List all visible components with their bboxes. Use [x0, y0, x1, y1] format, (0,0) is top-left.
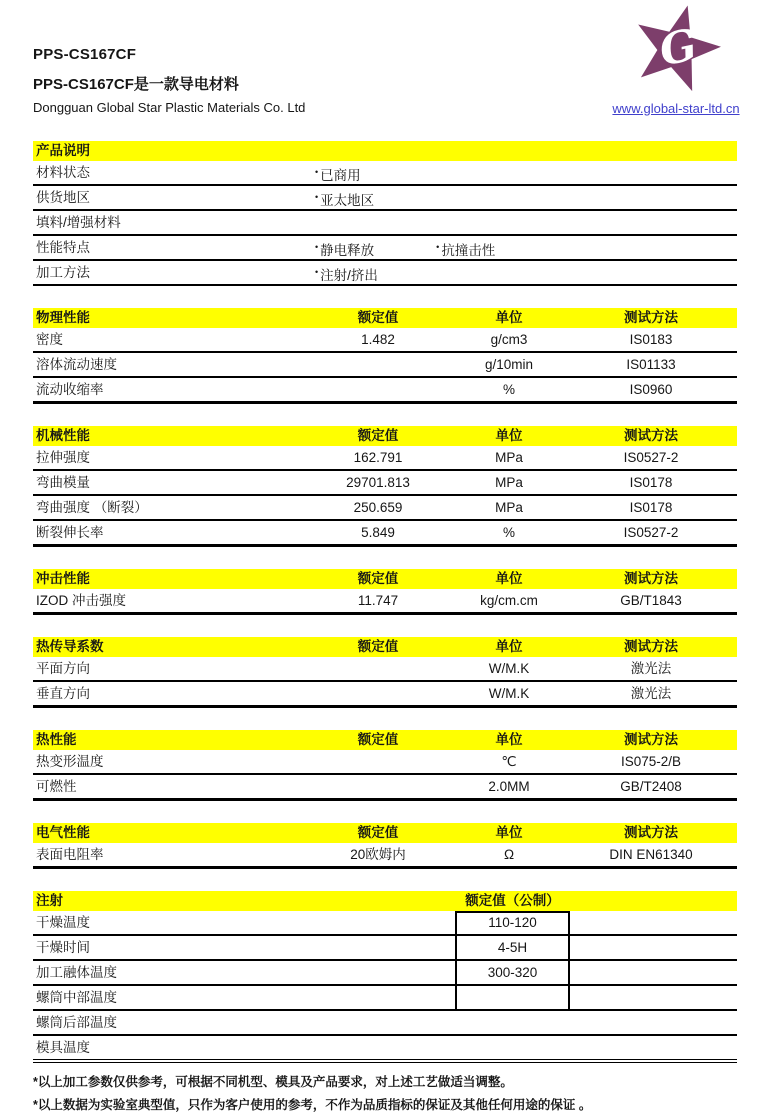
property-name: 表面电阻率 — [36, 847, 104, 862]
column-header-value: 额定值 — [357, 428, 399, 443]
value-text: 静电释放 — [320, 243, 375, 258]
property-table — [33, 426, 737, 547]
value-item — [315, 186, 374, 212]
bullet-icon: • — [315, 167, 319, 177]
bullet-icon: • — [315, 242, 319, 252]
property-name: 弯曲强度 （断裂） — [36, 500, 148, 515]
value-item — [315, 236, 374, 262]
property-value — [303, 750, 453, 773]
property-method: IS0183 — [629, 332, 673, 347]
column-header-method: 测试方法 — [624, 639, 678, 654]
property-method: IS0527-2 — [623, 525, 679, 540]
table-row — [33, 446, 737, 471]
column-header-value: 额定值 — [357, 732, 399, 747]
property-value: 250.659 — [353, 500, 403, 515]
row-label: 加工方法 — [36, 265, 90, 280]
property-value — [303, 682, 453, 705]
property-name: 垂直方向 — [36, 686, 90, 701]
row-value: 300-320 — [455, 961, 570, 984]
property-method: IS01133 — [626, 357, 676, 372]
description-row — [33, 211, 737, 236]
property-method: IS0178 — [629, 475, 673, 490]
bullet-icon: • — [315, 192, 319, 202]
table-row — [33, 353, 737, 378]
property-table — [33, 308, 737, 404]
website-link[interactable]: www.global-star-ltd.cn — [612, 101, 740, 116]
band-spacer — [570, 891, 737, 913]
row-spacer — [570, 961, 737, 984]
property-method: IS0960 — [629, 382, 673, 397]
property-name: IZOD 冲击强度 — [36, 593, 126, 608]
svg-text:G: G — [655, 19, 702, 77]
property-unit: % — [502, 525, 515, 540]
row-label: 材料状态 — [36, 165, 90, 180]
property-table-band — [33, 637, 737, 657]
bullet-icon: • — [315, 267, 319, 277]
table-row — [33, 657, 737, 682]
product-subtitle: PPS-CS167CF是一款导电材料 — [33, 76, 239, 93]
column-header-unit: 单位 — [495, 732, 523, 747]
property-table — [33, 730, 737, 801]
column-header-value: 额定值 — [357, 310, 399, 325]
table-title: 电气性能 — [36, 825, 90, 840]
value-item — [436, 236, 495, 262]
section-title: 注射 — [36, 893, 63, 908]
table-rows — [33, 328, 737, 404]
column-header-unit: 单位 — [495, 428, 523, 443]
property-name: 密度 — [36, 332, 63, 347]
injection-section — [33, 891, 737, 1063]
column-header-value: 额定值 — [357, 571, 399, 586]
row-label: 填料/增强材料 — [36, 215, 121, 230]
table-rows — [33, 446, 737, 547]
table-row — [33, 775, 737, 801]
description-row — [33, 261, 737, 286]
property-name: 流动收缩率 — [36, 382, 104, 397]
column-header-unit: 单位 — [495, 825, 523, 840]
property-value — [303, 353, 453, 376]
value-text: 抗撞击性 — [441, 243, 496, 258]
property-value — [303, 657, 453, 680]
property-unit: MPa — [495, 500, 523, 515]
table-row — [33, 378, 737, 404]
product-code-title: PPS-CS167CF — [33, 46, 137, 63]
property-value — [303, 775, 453, 798]
property-name: 热变形温度 — [36, 754, 104, 769]
property-unit: 2.0MM — [488, 779, 530, 794]
injection-row — [33, 961, 737, 986]
table-title: 热传导系数 — [36, 639, 104, 654]
column-header-value: 额定值 — [357, 639, 399, 654]
logo-block — [612, 2, 740, 118]
product-description-rows — [33, 161, 737, 286]
property-method: IS075-2/B — [620, 754, 682, 769]
property-table-band — [33, 823, 737, 843]
property-name: 断裂伸长率 — [36, 525, 104, 540]
row-values — [315, 261, 737, 287]
injection-row — [33, 936, 737, 961]
table-row — [33, 843, 737, 869]
property-value: 5.849 — [361, 525, 395, 540]
row-values — [315, 211, 737, 234]
property-unit: ℃ — [501, 754, 517, 769]
property-name: 溶体流动速度 — [36, 357, 117, 372]
row-label: 干燥温度 — [36, 915, 90, 930]
property-unit: kg/cm.cm — [480, 593, 538, 608]
table-rows — [33, 589, 737, 615]
notes — [33, 1071, 737, 1117]
property-name: 拉伸强度 — [36, 450, 90, 465]
table-title: 冲击性能 — [36, 571, 90, 586]
injection-row — [33, 1011, 737, 1036]
company-star-logo-icon — [624, 2, 728, 100]
section-title: 产品说明 — [36, 143, 90, 158]
row-value — [455, 986, 570, 1009]
row-value: 110-120 — [455, 911, 570, 934]
row-values — [315, 161, 737, 187]
property-name: 平面方向 — [36, 661, 90, 676]
property-unit: Ω — [503, 847, 515, 862]
row-label: 模具温度 — [36, 1040, 90, 1055]
column-header-method: 测试方法 — [624, 571, 678, 586]
injection-value-header: 额定值（公制） — [455, 891, 570, 913]
property-name: 可燃性 — [36, 779, 77, 794]
bullet-icon: • — [436, 242, 440, 252]
column-header-value: 额定值 — [357, 825, 399, 840]
row-value — [455, 1011, 570, 1034]
table-row — [33, 471, 737, 496]
property-method: 激光法 — [630, 661, 672, 676]
injection-band — [33, 891, 737, 911]
column-header-method: 测试方法 — [624, 310, 678, 325]
table-row — [33, 682, 737, 708]
row-label: 螺筒中部温度 — [36, 990, 117, 1005]
row-label: 干燥时间 — [36, 940, 90, 955]
property-unit: g/10min — [484, 357, 534, 372]
property-table — [33, 823, 737, 869]
value-item — [315, 161, 361, 187]
table-row — [33, 328, 737, 353]
row-value: 4-5H — [455, 936, 570, 959]
property-value: 20欧姆内 — [350, 847, 406, 862]
row-label: 加工融体温度 — [36, 965, 117, 980]
description-row — [33, 236, 737, 261]
property-unit: W/M.K — [488, 686, 530, 701]
injection-row — [33, 911, 737, 936]
property-table — [33, 569, 737, 615]
property-value: 11.747 — [357, 593, 399, 608]
property-unit: MPa — [495, 475, 523, 490]
column-header-method: 测试方法 — [624, 732, 678, 747]
product-description-band — [33, 141, 737, 161]
row-values — [315, 186, 737, 212]
row-label: 性能特点 — [36, 240, 90, 255]
property-method: IS0527-2 — [623, 450, 679, 465]
table-row — [33, 496, 737, 521]
property-table-band — [33, 426, 737, 446]
table-rows — [33, 750, 737, 801]
property-tables — [33, 308, 737, 869]
footnote: *以上加工参数仅供参考，可根据不同机型、模具及产品要求，对上述工艺做适当调整。 — [33, 1075, 513, 1089]
property-name: 弯曲模量 — [36, 475, 90, 490]
table-rows — [33, 843, 737, 869]
row-spacer — [570, 936, 737, 959]
row-value — [455, 1036, 570, 1059]
row-spacer — [570, 1011, 737, 1034]
column-header-unit: 单位 — [495, 639, 523, 654]
property-unit: % — [502, 382, 515, 397]
property-table-band — [33, 730, 737, 750]
row-spacer — [570, 911, 737, 934]
table-title: 热性能 — [36, 732, 77, 747]
footnote: *以上数据为实验室典型值，只作为客户使用的参考，不作为品质指标的保证及其他任何用途的保证 。 — [33, 1098, 592, 1112]
table-row — [33, 521, 737, 547]
company-name: Dongguan Global Star Plastic Materials Co. Ltd — [33, 100, 306, 115]
property-value: 29701.813 — [346, 475, 410, 490]
injection-row — [33, 1036, 737, 1063]
table-title: 物理性能 — [36, 310, 90, 325]
property-unit: MPa — [495, 450, 523, 465]
table-row — [33, 589, 737, 615]
row-spacer — [570, 1036, 737, 1059]
property-method: 激光法 — [630, 686, 672, 701]
property-value: 1.482 — [361, 332, 395, 347]
row-label: 螺筒后部温度 — [36, 1015, 117, 1030]
table-title: 机械性能 — [36, 428, 90, 443]
table-row — [33, 750, 737, 775]
property-method: IS0178 — [629, 500, 673, 515]
column-header-unit: 单位 — [495, 571, 523, 586]
property-method: GB/T1843 — [620, 593, 682, 608]
row-spacer — [570, 986, 737, 1009]
description-row — [33, 186, 737, 211]
injection-row — [33, 986, 737, 1011]
column-header-unit: 单位 — [495, 310, 523, 325]
value-item — [315, 261, 378, 287]
column-header-method: 测试方法 — [624, 428, 678, 443]
row-label: 供货地区 — [36, 190, 90, 205]
property-table-band — [33, 569, 737, 589]
property-value: 162.791 — [353, 450, 403, 465]
value-text: 注射/挤出 — [320, 268, 378, 283]
property-unit: W/M.K — [488, 661, 530, 676]
description-row — [33, 161, 737, 186]
row-values — [315, 236, 737, 262]
value-text: 亚太地区 — [320, 193, 375, 208]
property-method: GB/T2408 — [620, 779, 682, 794]
property-table — [33, 637, 737, 708]
property-method: DIN EN61340 — [609, 847, 693, 862]
column-header-method: 测试方法 — [624, 825, 678, 840]
property-unit: g/cm3 — [490, 332, 528, 347]
injection-rows — [33, 911, 737, 1063]
table-rows — [33, 657, 737, 708]
product-description-section — [33, 141, 737, 286]
property-value — [303, 378, 453, 401]
property-table-band — [33, 308, 737, 328]
value-text: 已商用 — [320, 168, 361, 183]
